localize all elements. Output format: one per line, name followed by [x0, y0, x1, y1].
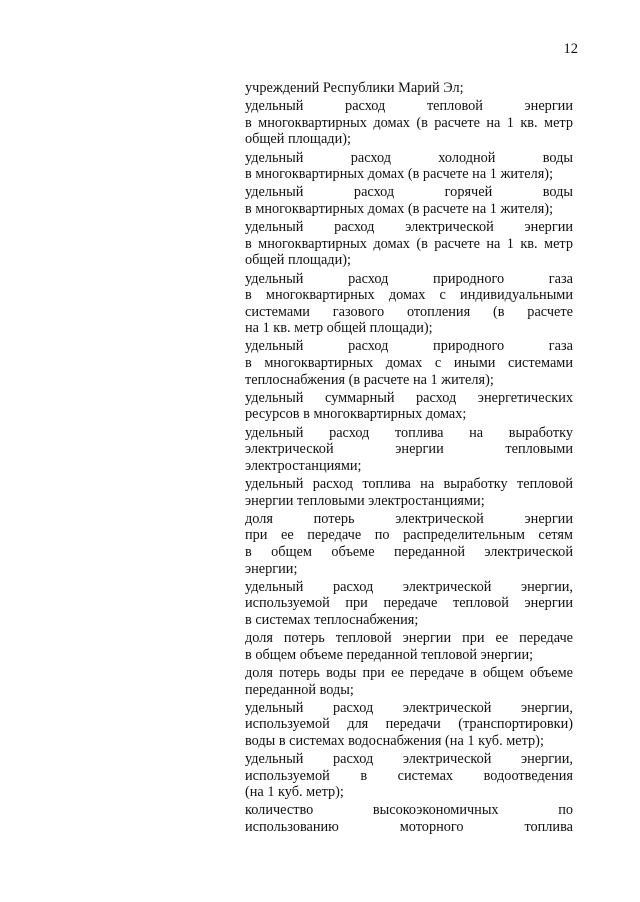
text-line: ресурсов в многоквартирных домах; — [245, 406, 467, 423]
page-number: 12 — [563, 41, 578, 57]
text-line: в общем объеме переданной электрической — [245, 543, 573, 560]
text-line: доля потерь электрической энергии — [245, 510, 573, 527]
text-line: доля потерь тепловой энергии при ее передаче — [245, 630, 573, 647]
text-line: воды в системах водоснабжения (на 1 куб. метр); — [245, 732, 544, 749]
text-line: используемой в системах водоотведения — [245, 767, 573, 784]
paragraph — [245, 511, 573, 577]
paragraph — [245, 150, 573, 183]
paragraph — [245, 630, 573, 663]
text-line: удельный расход природного газа — [245, 338, 573, 355]
text-line: удельный расход холодной воды — [245, 149, 573, 166]
text-line: удельный расход горячей воды — [245, 184, 573, 201]
text-line: удельный расход электрической энергии — [245, 219, 573, 236]
text-line: общей площади); — [245, 131, 351, 148]
text-line: использованию моторного топлива — [245, 819, 573, 836]
text-line: в многоквартирных домах с индивидуальными — [245, 287, 573, 304]
paragraph — [245, 98, 573, 148]
text-line: в общем объеме переданной тепловой энергии; — [245, 646, 534, 663]
text-line: теплоснабжения (в расчете на 1 жителя); — [245, 371, 494, 388]
paragraph — [245, 390, 573, 423]
text-line: системами газового отопления (в расчете — [245, 303, 573, 320]
paragraph — [245, 665, 573, 698]
text-line: удельный расход топлива на выработку тепловой — [245, 476, 573, 492]
text-line: учреждений Республики Марий Эл; — [245, 80, 464, 96]
text-line: удельный расход электрической энергии, — [245, 751, 573, 768]
text-line: общей площади); — [245, 252, 351, 269]
paragraph — [245, 80, 573, 97]
paragraph — [245, 219, 573, 269]
text-line: энергии тепловыми электростанциями; — [245, 492, 485, 509]
text-line: в многоквартирных домах с иными системами — [245, 355, 573, 372]
paragraph — [245, 425, 573, 475]
paragraph — [245, 271, 573, 337]
text-line: на 1 кв. метр общей площади); — [245, 320, 433, 337]
text-line: в многоквартирных домах (в расчете на 1 жителя); — [245, 200, 554, 217]
text-line: переданной воды; — [245, 681, 354, 698]
text-line: энергии; — [245, 560, 298, 577]
document-body — [245, 80, 573, 837]
text-line: количество высокоэкономичных по — [245, 802, 573, 819]
text-line: используемой для передачи (транспортировки) — [245, 716, 573, 733]
paragraph — [245, 338, 573, 388]
text-line: в многоквартирных домах (в расчете на 1 жителя); — [245, 166, 554, 183]
text-line: электростанциями; — [245, 457, 362, 474]
text-line: удельный расход топлива на выработку — [245, 424, 573, 441]
paragraph — [245, 579, 573, 629]
text-line: в многоквартирных домах (в расчете на 1 кв. метр — [245, 235, 573, 252]
text-line: удельный расход электрической энергии, — [245, 699, 573, 716]
text-line: удельный суммарный расход энергетических — [245, 389, 573, 406]
paragraph — [245, 700, 573, 750]
paragraph — [245, 802, 573, 835]
text-line: удельный расход электрической энергии, — [245, 578, 573, 595]
text-line: используемой при передаче тепловой энергии — [245, 595, 573, 612]
text-line: в многоквартирных домах (в расчете на 1 кв. метр — [245, 114, 573, 131]
paragraph — [245, 184, 573, 217]
text-line: в системах теплоснабжения; — [245, 611, 419, 628]
text-line: доля потерь воды при ее передаче в общем объеме — [245, 664, 573, 681]
text-line: электрической энергии тепловыми — [245, 441, 573, 458]
text-line: (на 1 куб. метр); — [245, 784, 344, 801]
text-line: удельный расход тепловой энергии — [245, 98, 573, 115]
paragraph — [245, 476, 573, 509]
text-line: удельный расход природного газа — [245, 270, 573, 287]
text-line: при ее передаче по распределительным сетям — [245, 527, 573, 544]
paragraph — [245, 751, 573, 801]
